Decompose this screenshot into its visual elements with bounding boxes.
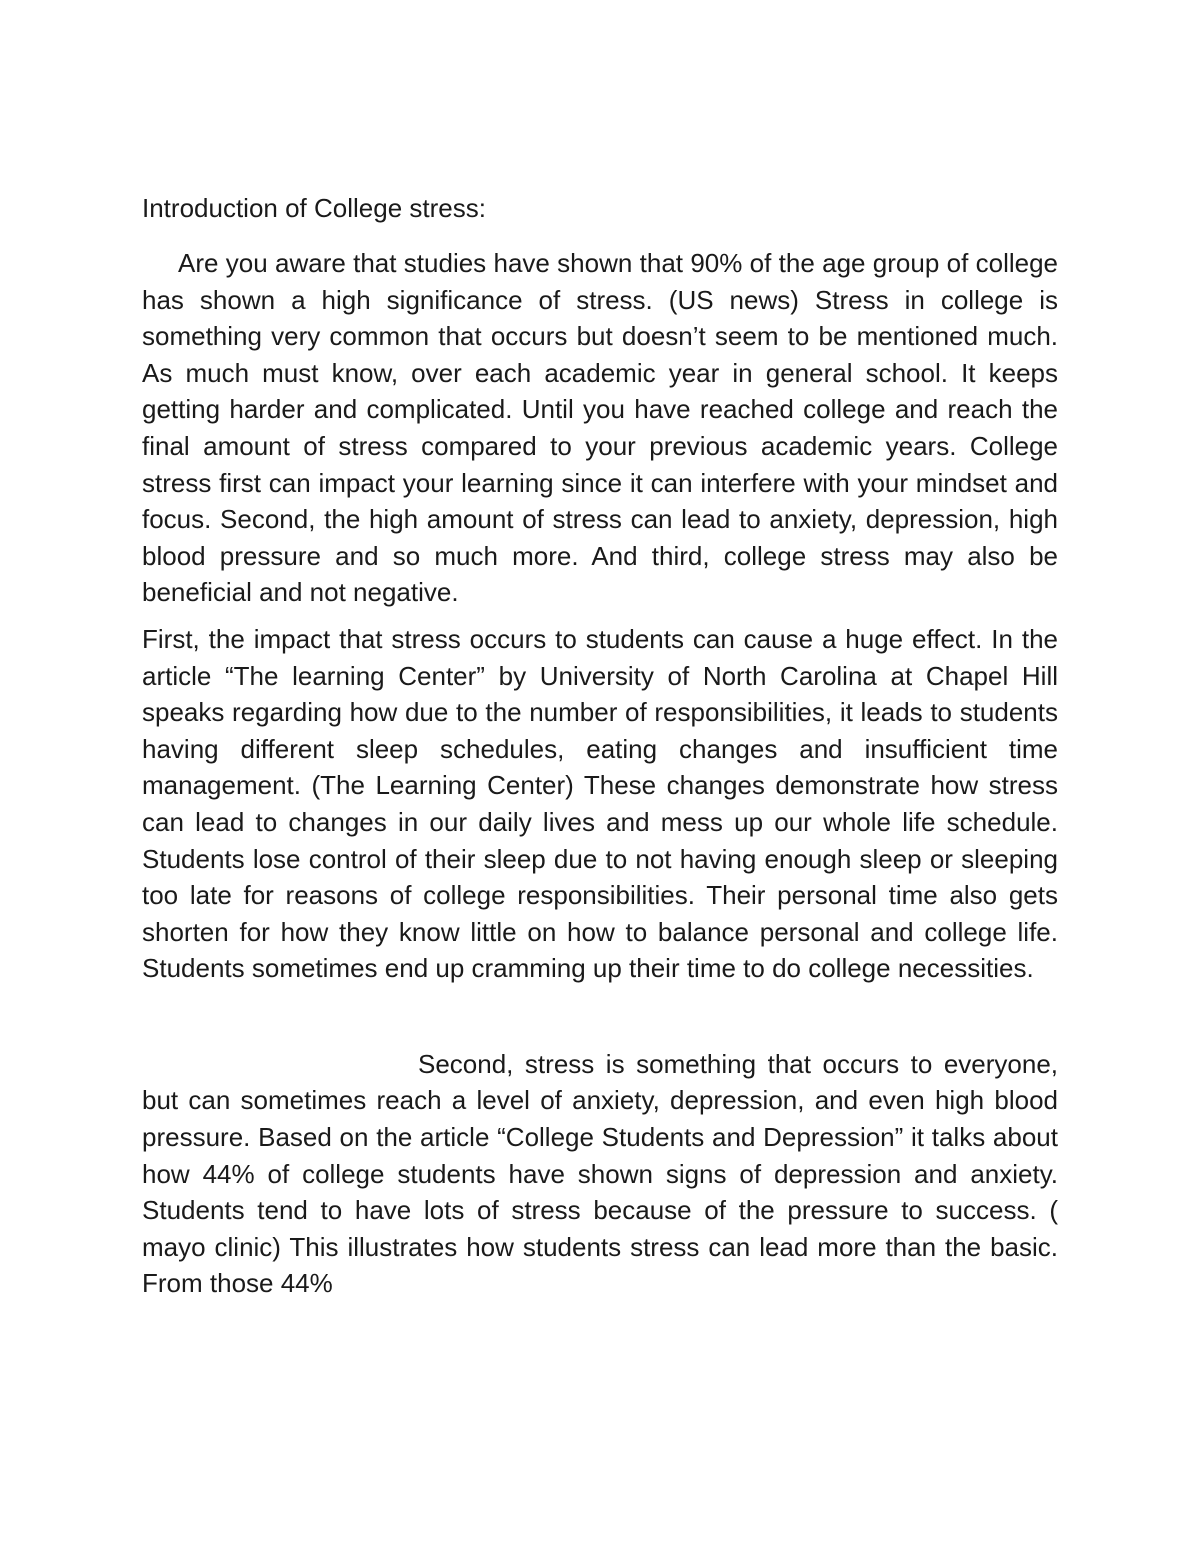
paragraph-introduction: Are you aware that studies have shown that 90% of the age group of college has shown a high significance of stress. (US news) Stress in college is something very common that occurs but doesn’t seem to be mentioned much. As much must know, over each academic year in general school. It keeps getting harder and complicated. Until you have reached college and reach the final amount of stress compared to your previous academic years. College stress first can impact your learning since it can interfere with your mindset and focus. Second, the high amount of stress can lead to anxiety, depression, high blood pressure and so much more. And third, college stress may also be beneficial and not negative. (142, 248, 1058, 608)
paragraph-second-point: Second, stress is something that occurs to everyone, but can sometimes reach a level of anxiety, depression, and even high blood pressure. Based on the article “College Students and Depression” it talks about how 44% of college students have shown signs of depression and anxiety. Students tend to have lots of stress because of the pressure to success. ( mayo clinic) This illustrates how students stress can lead more than the basic. From those 44% (142, 1048, 1058, 1299)
document-body (142, 190, 1058, 1312)
document-title: Introduction of College stress: (142, 193, 486, 223)
paragraph-first-point: First, the impact that stress occurs to students can cause a huge effect. In the article “The learning Center” by University of North Carolina at Chapel Hill speaks regarding how due to the number of responsibilities, it leads to students having different sleep schedules, eating changes and insufficient time management. (The Learning Center) These changes demonstrate how stress can lead to changes in our daily lives and mess up our whole life schedule. Students lose control of their sleep due to not having enough sleep or sleeping too late for reasons of college responsibilities. Their personal time also gets shorten for how they know little on how to balance personal and college life. Students sometimes end up cramming up their time to do college necessities. (142, 623, 1058, 984)
